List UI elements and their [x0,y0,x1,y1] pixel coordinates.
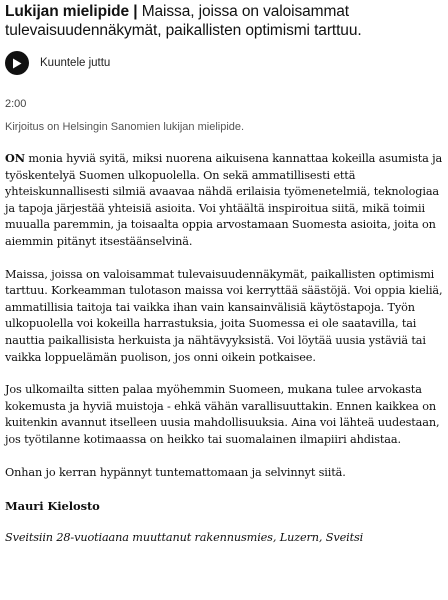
paragraph-2: Maissa, joissa on valoisammat tulevaisuudennäkymät, paikallisten optimismi tarttuu. Korkeamman tulotason maissa voi kerryttää säästöjä. Voi oppia kieliä, ammatillisia taitoja tai vaikka ihan vain kansainvälisiä käytöstapoja. Työn ulkopuolella voi kokeilla harrastuksia, joita Suomessa ei ole saatavilla, tai nauttia paikallisista herkuista ja nähtävyyksistä. Voi löytää uusia ystäviä tai vaikka loppuelämän puolison, jos onni oikein potkaisee. [5,267,443,364]
section-kicker: Lukijan mielipide [5,3,130,20]
listen-label[interactable]: Kuuntele juttu [40,57,111,69]
article [5,0,443,544]
article-title: Maissa, joissa on valoisammat tulevaisuudennäkymät, paikallisten optimismi tarttuu. [5,3,362,39]
author-signature: Mauri Kielosto [5,499,100,514]
listen-audio-player[interactable] [5,50,443,76]
paragraph-3: Jos ulkomailta sitten palaa myöhemmin Suomeen, mukana tulee arvokasta kokemusta ja hyviä muistoja - ehkä vähän varallisuuttakin. Ennen kaikkea on kuitenkin avannut itselleen uusia mahdollisuuksia. Aina voi lähteä uudestaan, jos työtilanne kotimaassa on heikko tai suomalainen ilmapiiri ahdistaa. [5,383,440,446]
paragraph-1-text: monia hyviä syitä, miksi nuorena aikuisena kannattaa kokeilla asumista ja työskentelyä Suomen ulkopuolella. On sekä ammatillisesti että yhteiskunnallisesti silmiä avaavaa nähdä erilaisia työmenetelmiä, teknologiaa ja tapoja järjestää yhteisiä asioita. Voi yhtäältä inspiroitua siitä, mikä toimii muualla paremmin, ja toisaalta oppia arvostamaan Suomesta asioita, joita on aiemmin pitänyt itsestäänselvinä. [5,152,443,248]
reader-opinion-note: Kirjoitus on Helsingin Sanomien lukijan mielipide. [5,121,245,133]
author-byline: Sveitsiin 28-vuotiaana muuttanut rakennusmies, Luzern, Sveitsi [5,531,364,545]
article-headline [5,2,443,40]
play-icon [12,58,22,69]
paragraph-lead: ON [5,151,25,165]
paragraph-4: Onhan jo kerran hypännyt tuntemattomaan ja selvinnyt siitä. [5,465,346,479]
audio-duration: 2:00 [5,98,27,110]
play-button[interactable] [5,51,29,75]
kicker-separator: | [129,3,142,20]
paragraph-1 [5,150,443,251]
